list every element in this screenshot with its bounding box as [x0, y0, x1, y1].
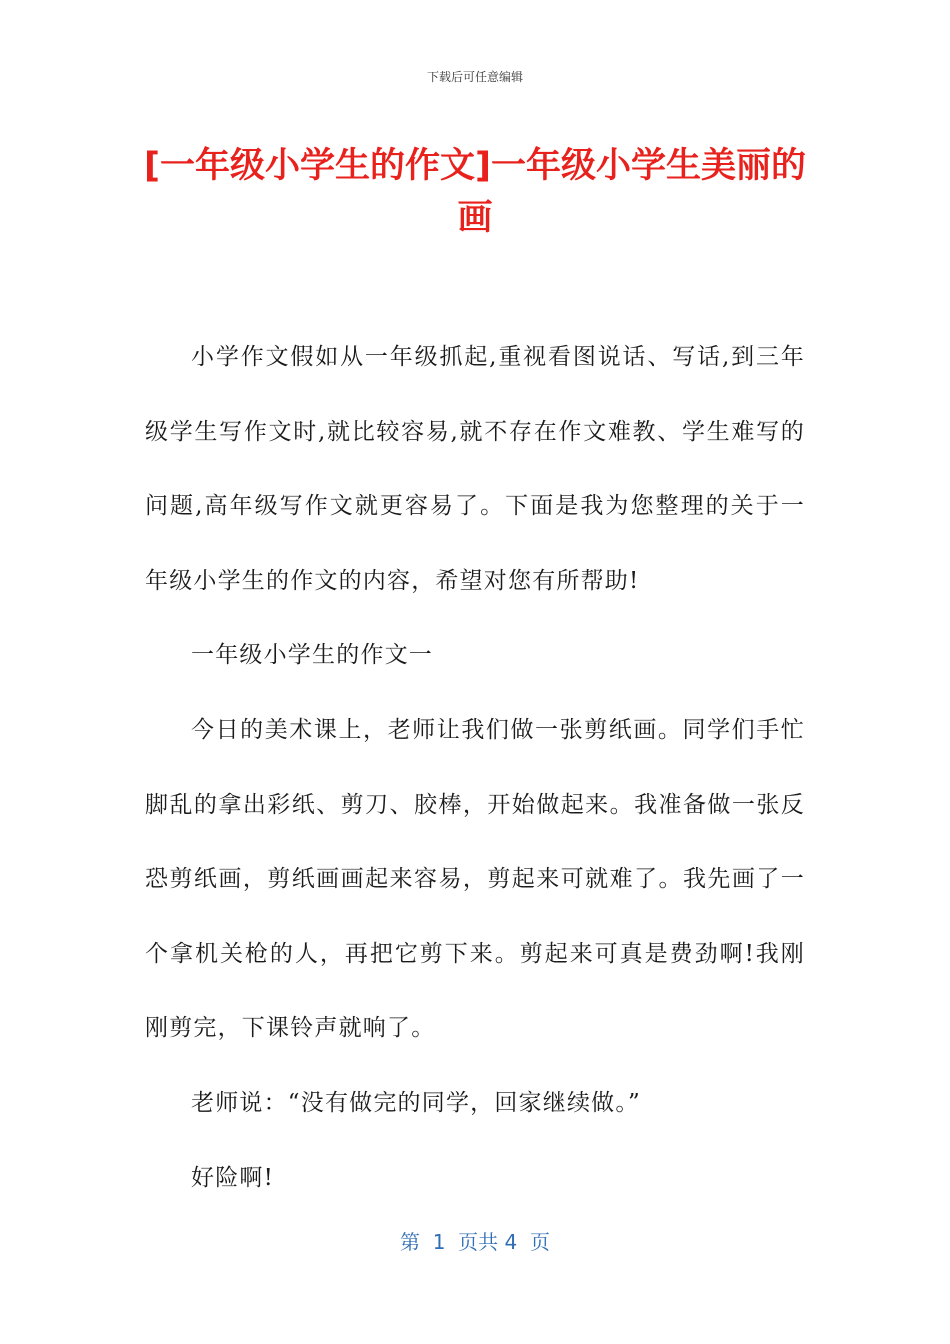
header-note: 下载后可任意编辑 — [426, 70, 523, 84]
section-heading: 一年级小学生的作文一 — [191, 642, 433, 669]
paragraph-intro: 小学作文假如从一年级抓起,重视看图说话、写话,到三年级学生写作文时,就比较容易,就不存在作文难教、学生难写的问题,高年级写作文就更容易了。下面是我为您整理的关于一年级小学生的作文的内容，希望对您有所帮助! — [145, 344, 805, 594]
document-title: [一年级小学生的作文]一年级小学生美丽的画 — [144, 146, 806, 238]
paragraph-closing: 好险啊! — [191, 1164, 275, 1191]
paragraph-quote: 老师说：“没有做完的同学，回家继续做。” — [191, 1089, 642, 1116]
document-body — [145, 320, 805, 1215]
page-number: 第 1 页共 4 页 — [400, 1230, 550, 1254]
paragraph-story: 今日的美术课上，老师让我们做一张剪纸画。同学们手忙脚乱的拿出彩纸、剪刀、胶棒，开始做起来。我准备做一张反恐剪纸画，剪纸画画起来容易，剪起来可就难了。我先画了一个拿机关枪的人，再把它剪下来。剪起来可真是费劲啊!我刚刚剪完，下课铃声就响了。 — [145, 716, 805, 1042]
